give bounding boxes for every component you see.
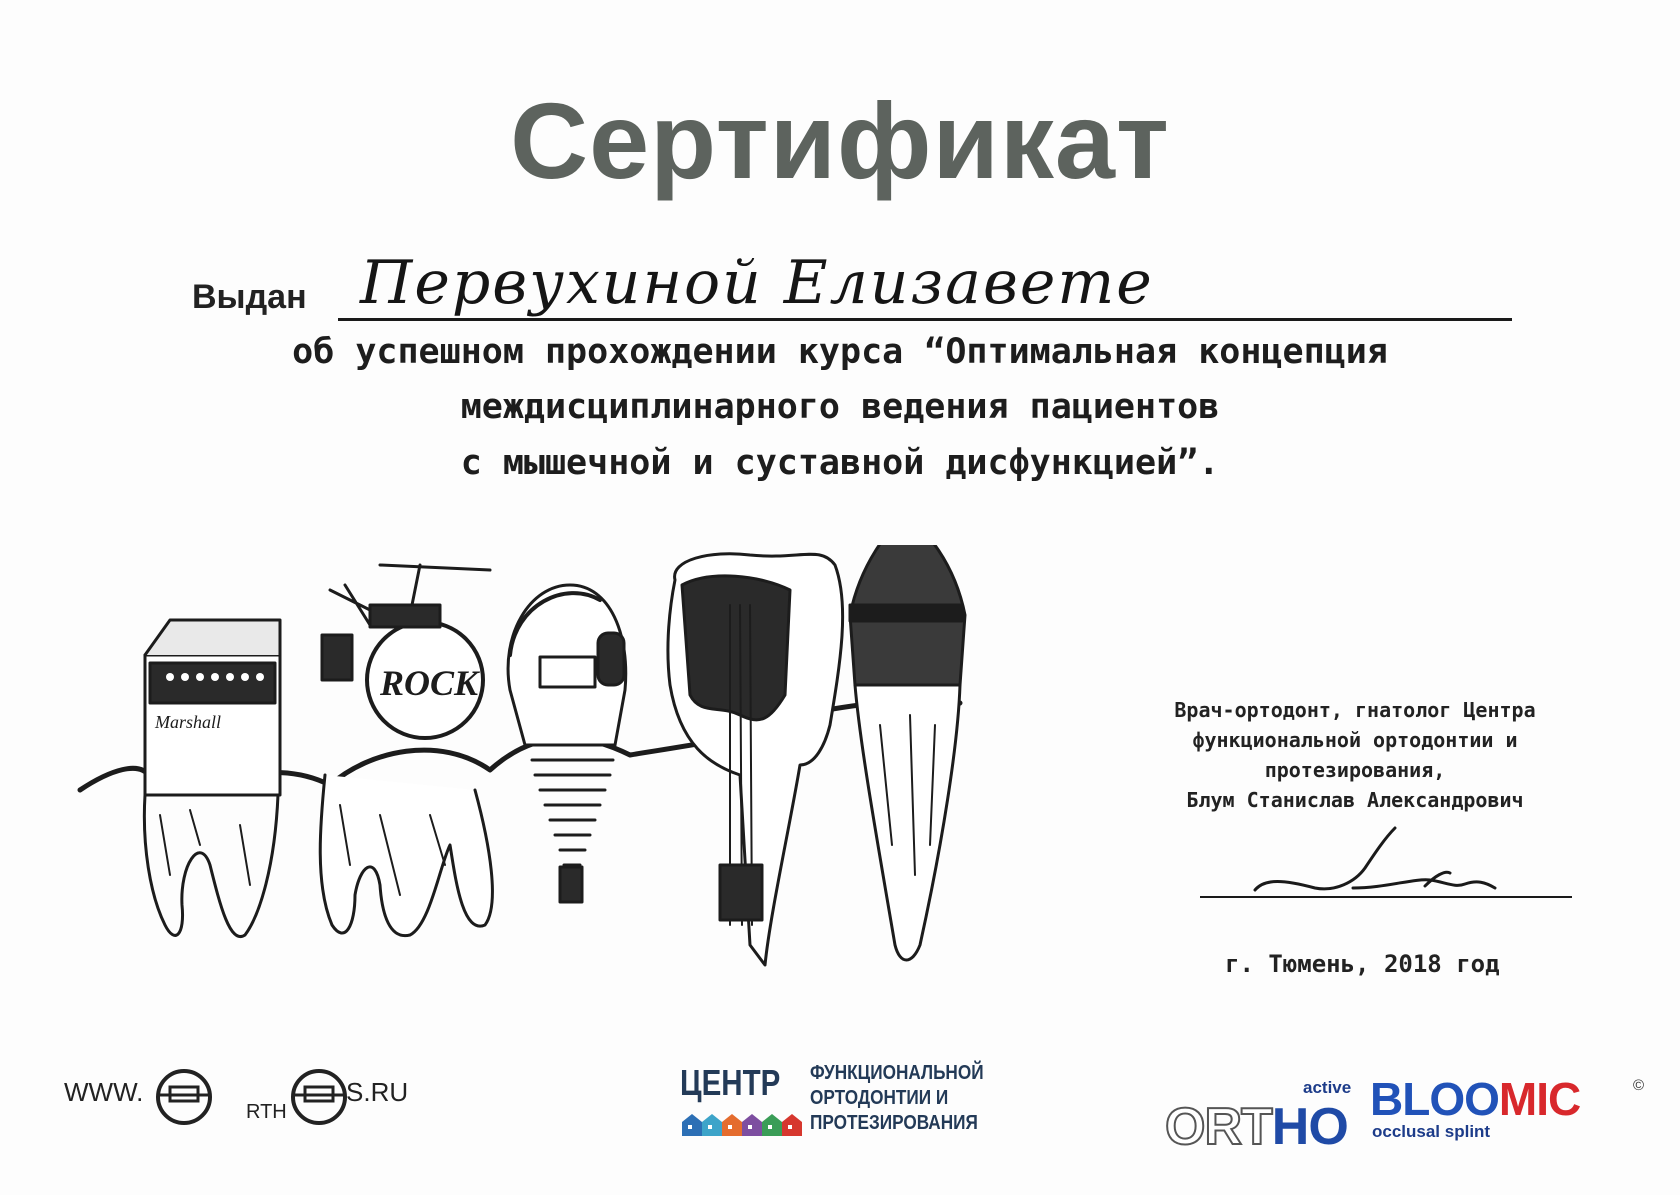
implant-tooth [508, 585, 626, 902]
ob-bloomic-2: MIC [1498, 1073, 1581, 1125]
orthos-site-logo [64, 1067, 424, 1127]
rock-teeth-illustration [70, 545, 990, 1045]
ob-tagline: occlusal splint [1372, 1122, 1491, 1141]
handwritten-signature [1245, 818, 1505, 908]
drum-label: ROCK [380, 663, 479, 703]
copyright-icon: © [1633, 1077, 1645, 1094]
signature-line [1200, 896, 1572, 898]
houses-icon [680, 1108, 805, 1138]
centre-logo-word: ЦЕНТР [680, 1062, 781, 1103]
amp-tooth [144, 620, 280, 937]
site-suffix: S.RU [346, 1077, 409, 1107]
ob-bloomic [1370, 1072, 1580, 1126]
course-line-2: междисциплинарного ведения пациентов [460, 387, 1220, 427]
signer-line-3: протезирования, [1264, 758, 1446, 782]
site-prefix: WWW. [64, 1077, 144, 1107]
guitar-tooth [668, 554, 843, 965]
ob-ortho-2: HO [1271, 1098, 1348, 1156]
recipient-name: Первухиной Елизавете [360, 248, 1154, 318]
microphone-tooth [850, 545, 965, 960]
course-line-3: с мышечной и суставной дисфункцией”. [460, 443, 1220, 483]
certificate-title: Сертификат [510, 80, 1170, 201]
signer-line-2: функциональной ортодонтии и [1192, 728, 1518, 752]
ortho-bloomic-logo [1165, 1075, 1645, 1155]
ob-bloomic-1: BLOO [1370, 1073, 1499, 1125]
issued-label: Выдан [192, 278, 307, 316]
recipient-underline [338, 318, 1512, 321]
centre-logo [680, 1060, 1040, 1140]
city-year: г. Тюмень, 2018 год [1225, 950, 1500, 978]
signer-line-1: Врач-ортодонт, гнатолог Центра [1174, 698, 1536, 722]
signer-line-4: Блум Станислав Александрович [1186, 788, 1524, 812]
course-line-1: об успешном прохождении курса “Оптимальная концепция [292, 332, 1388, 372]
site-middle: RTH [246, 1101, 287, 1123]
orthos-o-icon [144, 1067, 224, 1127]
centre-line-3: ПРОТЕЗИРОВАНИЯ [810, 1112, 978, 1134]
centre-line-2: ОРТОДОНТИИ И [810, 1087, 949, 1109]
ob-ortho [1165, 1097, 1348, 1157]
ob-active: active [1303, 1078, 1352, 1097]
amp-label: Marshall [155, 712, 222, 732]
ob-ortho-1: ORT [1165, 1098, 1272, 1156]
centre-line-1: ФУНКЦИОНАЛЬНОЙ [810, 1062, 984, 1084]
